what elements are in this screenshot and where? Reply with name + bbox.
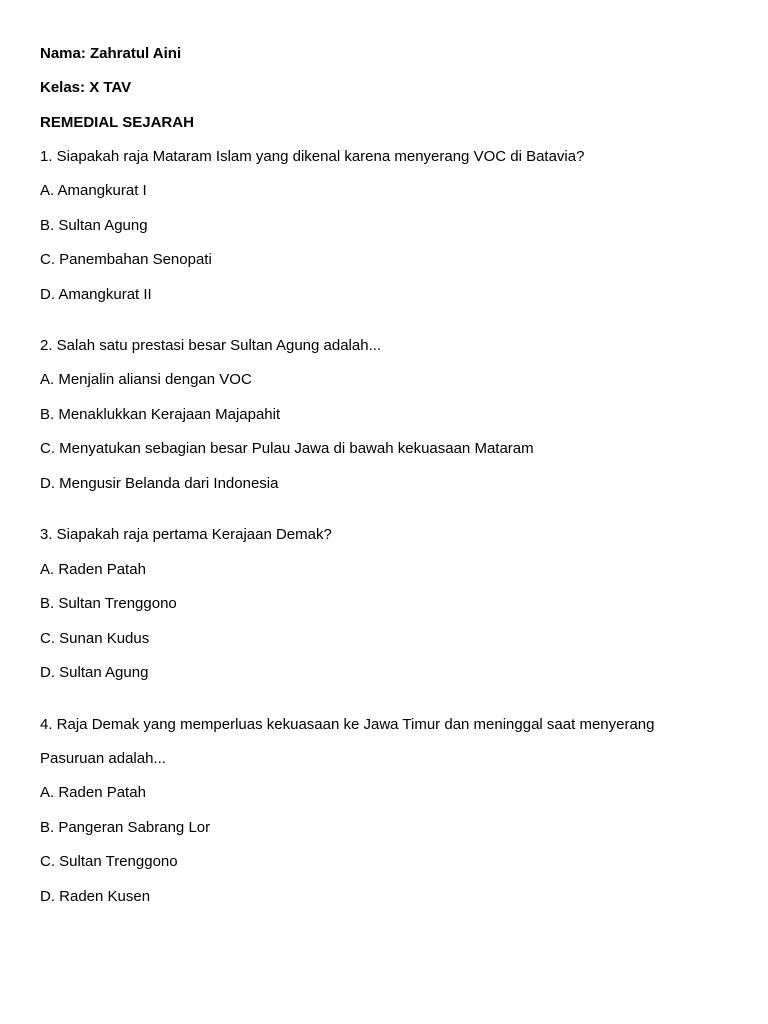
student-class: Kelas: X TAV	[40, 79, 132, 96]
question-3: 3. Siapakah raja pertama Kerajaan Demak?	[40, 526, 332, 543]
question-1-option-d: D. Amangkurat II	[40, 286, 152, 303]
student-name: Nama: Zahratul Aini	[40, 45, 182, 62]
question-2-option-d: D. Mengusir Belanda dari Indonesia	[40, 475, 279, 492]
question-2: 2. Salah satu prestasi besar Sultan Agung adalah...	[40, 337, 382, 354]
question-4-continuation: Pasuruan adalah...	[40, 750, 166, 767]
question-3-option-a: A. Raden Patah	[40, 561, 146, 578]
question-2-option-b: B. Menaklukkan Kerajaan Majapahit	[40, 406, 281, 423]
question-4-option-d: D. Raden Kusen	[40, 888, 151, 905]
question-4-option-b: B. Pangeran Sabrang Lor	[40, 819, 211, 836]
question-3-option-d: D. Sultan Agung	[40, 664, 149, 681]
question-3-option-c: C. Sunan Kudus	[40, 630, 150, 647]
question-1-option-b: B. Sultan Agung	[40, 217, 148, 234]
question-4: 4. Raja Demak yang memperluas kekuasaan ke Jawa Timur dan meninggal saat menyerang	[40, 716, 655, 733]
question-1-option-c: C. Panembahan Senopati	[40, 251, 212, 268]
question-4-option-a: A. Raden Patah	[40, 784, 146, 801]
question-2-option-a: A. Menjalin aliansi dengan VOC	[40, 371, 252, 388]
question-4-option-c: C. Sultan Trenggono	[40, 853, 178, 870]
question-1: 1. Siapakah raja Mataram Islam yang dikenal karena menyerang VOC di Batavia?	[40, 148, 585, 165]
question-2-option-c: C. Menyatukan sebagian besar Pulau Jawa di bawah kekuasaan Mataram	[40, 440, 534, 457]
question-3-option-b: B. Sultan Trenggono	[40, 595, 177, 612]
question-1-option-a: A. Amangkurat I	[40, 182, 147, 199]
document-title: REMEDIAL SEJARAH	[40, 114, 194, 131]
